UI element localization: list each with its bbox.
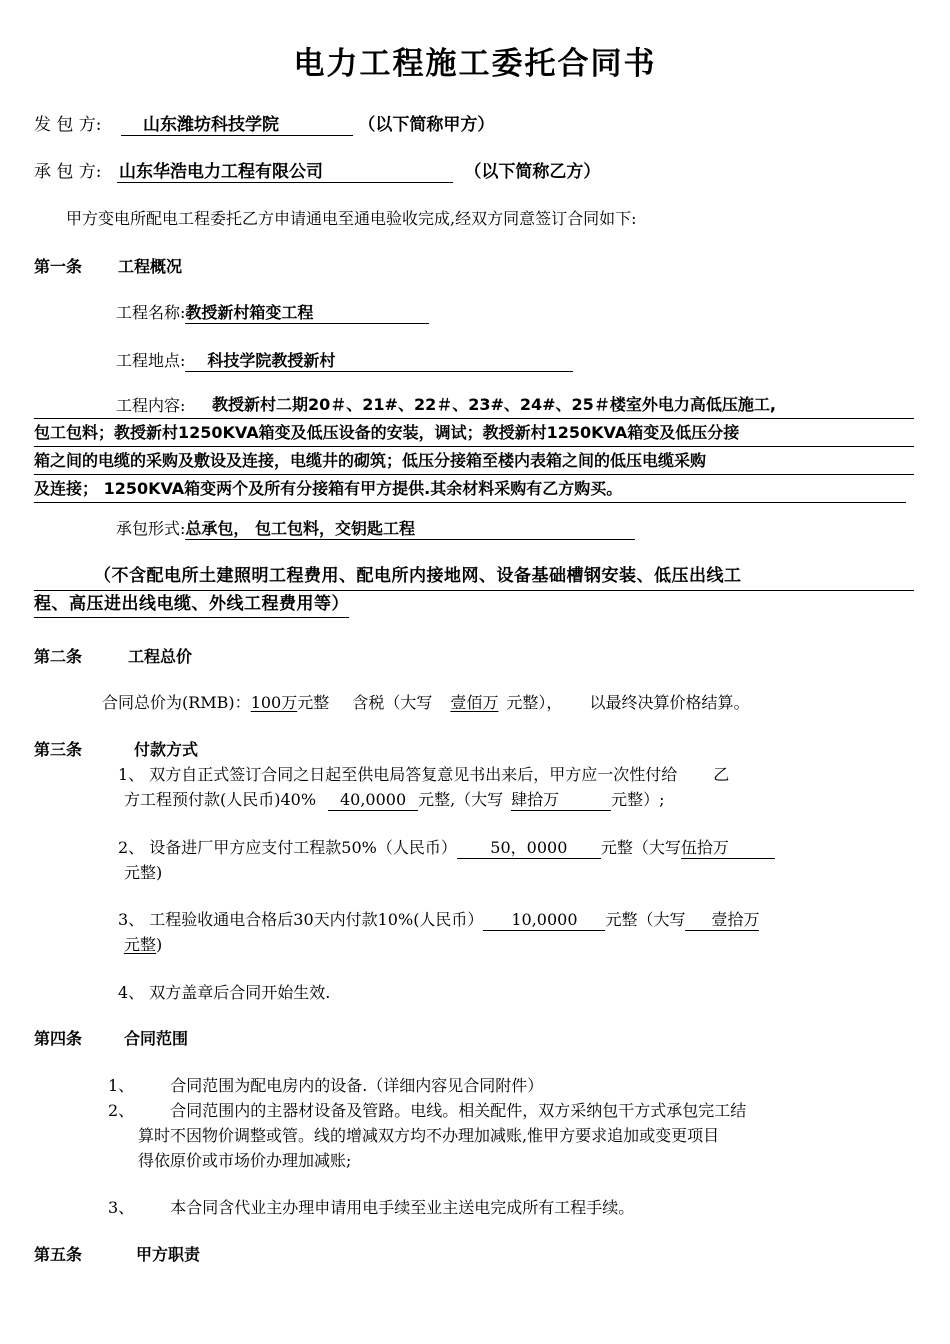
party-b-name: 山东华浩电力工程有限公司: [117, 162, 453, 183]
article-3-heading: 第三条 付款方式: [34, 740, 199, 759]
payment-item-3-cont: 元整): [124, 935, 163, 954]
scope-item-2-line-3: 得依原价或市场价办理加减账;: [138, 1151, 352, 1170]
project-content-line: 箱之间的电缆的采购及敷设及连接，电缆井的砌筑；低压分接箱至楼内表箱之间的低压电缆采购: [34, 447, 914, 475]
project-name-value: 教授新村箱变工程: [185, 303, 429, 324]
article-4-heading: 第四条 合同范围: [34, 1029, 189, 1048]
payment-item-4: 4、 双方盖章后合同开始生效.: [118, 983, 331, 1002]
project-content-line: 包工包料；教授新村1250KVA箱变及低压设备的安装，调试；教授新村1250KVA箱变及低压分接: [34, 419, 914, 447]
scope-item-1: 1、 合同范围为配电房内的设备.（详细内容见合同附件）: [108, 1076, 544, 1095]
payment-item-1-cont: 方工程预付款(人民币)40% 40,0000 元整,（大写 肆拾万 元整）;: [124, 790, 665, 809]
party-b-note: （以下简称乙方）: [464, 162, 601, 182]
payment-item-3: 3、 工程验收通电合格后30天内付款10%(人民币） 10,0000 元整（大写 壹拾万: [118, 910, 760, 929]
page-title: 电力工程施工委托合同书: [293, 46, 657, 82]
scope-item-2: 2、 合同范围内的主器材设备及管路。电线。相关配件，双方采纳包干方式承包完工结: [108, 1101, 747, 1120]
payment-3-amount: 10,0000: [483, 910, 605, 931]
party-a-line: [34, 110, 494, 136]
project-content-line: 及连接； 1250KVA箱变两个及所有分接箱有甲方提供.其余材料采购有乙方购买。: [34, 475, 906, 503]
contract-price-line: 合同总价为(RMB)：100万元整 含税（大写 壹佰万 元整）， 以最终决算价格结算。: [102, 693, 750, 712]
price-words: 壹佰万: [450, 693, 499, 712]
payment-1-amount: 40,0000: [328, 790, 418, 811]
project-site-value: 科技学院教授新村: [185, 351, 573, 372]
party-a-label: 发 包 方:: [34, 115, 102, 135]
project-content-label: 工程内容:: [116, 396, 186, 415]
payment-2-amount: 50，0000: [457, 838, 601, 859]
exclusion-note: （不含配电所土建照明工程费用、配电所内接地网、设备基础槽钢安装、低压出线工 程、高压进出线电缆、外线工程费用等）: [34, 563, 914, 618]
contract-form-value: 总承包， 包工包料，交钥匙工程: [185, 519, 635, 540]
intro-text: 甲方变电所配电工程委托乙方申请通电至通电验收完成,经双方同意签订合同如下:: [66, 209, 637, 228]
payment-2-words: 伍拾万: [681, 838, 775, 859]
scope-item-3: 3、 本合同含代业主办理申请用电手续至业主送电完成所有工程手续。: [108, 1198, 635, 1217]
project-content-line: 教授新村二期20＃、21#、22＃、23#、24#、25＃楼室外电力高低压施工,: [34, 391, 914, 419]
payment-1-words: 肆拾万: [511, 790, 611, 811]
party-a-note: （以下简称甲方）: [358, 115, 495, 135]
party-b-line: [34, 157, 600, 183]
party-a-name: 山东潍坊科技学院: [121, 115, 353, 136]
payment-item-2-cont: 元整): [124, 863, 163, 882]
article-2-heading: 第二条 工程总价: [34, 647, 193, 666]
scope-item-2-line-2: 算时不因物价调整或管。线的增减双方均不办理加减账,惟甲方要求追加或变更项目: [138, 1126, 720, 1145]
project-content: [34, 391, 914, 503]
party-b-label: 承 包 方:: [34, 162, 102, 182]
contract-form-line: 承包形式:总承包， 包工包料，交钥匙工程: [116, 516, 635, 540]
project-site-line: 工程地点: 科技学院教授新村: [116, 348, 573, 372]
project-name-line: 工程名称:教授新村箱变工程: [116, 300, 429, 324]
price-value: 100万: [250, 693, 298, 712]
article-1-heading: 第一条 工程概况: [34, 257, 183, 276]
article-5-heading: 第五条 甲方职责: [34, 1245, 201, 1264]
payment-item-1: 1、 双方自正式签订合同之日起至供电局答复意见书出来后，甲方应一次性付给 乙: [118, 765, 730, 784]
payment-item-2: 2、 设备进厂甲方应支付工程款50%（人民币） 50，0000 元整（大写伍拾万: [118, 835, 775, 859]
payment-3-words: 壹拾万: [685, 910, 759, 931]
